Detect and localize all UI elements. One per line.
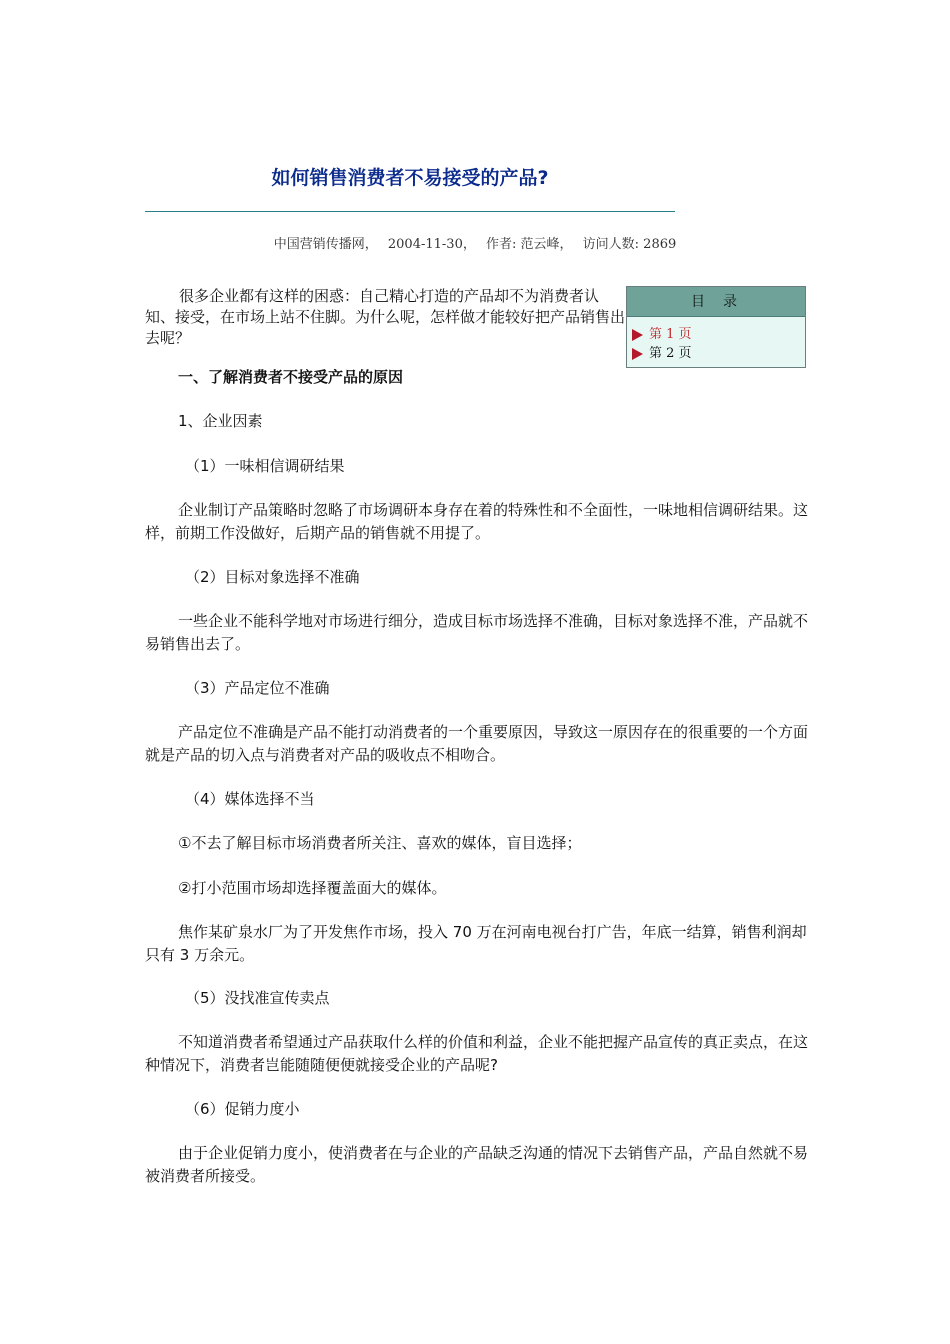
paragraph: ②打小范围市场却选择覆盖面大的媒体。 — [178, 879, 447, 897]
meta-visits: 访问人数: 2869 — [582, 237, 677, 252]
item-heading: （5）没找准宣传卖点 — [185, 989, 330, 1007]
item-heading: （2）目标对象选择不准确 — [185, 568, 360, 586]
meta-date: 2004-11-30， — [387, 237, 476, 252]
paragraph: 产品定位不准确是产品不能打动消费者的一个重要原因，导致这一原因存在的很重要的一个方面就是产品的切入点与消费者对产品的吸收点不相吻合。 — [145, 723, 809, 764]
meta-source: 中国营销传播网， — [273, 237, 378, 252]
toc-item-page-2[interactable] — [627, 344, 805, 363]
intro-paragraph: 很多企业都有这样的困惑：自己精心打造的产品却不为消费者认知、接受，在市场上站不住脚。为什么呢，怎样做才能较好把产品销售出去呢？ — [145, 287, 626, 347]
toc-item-label: 第 1 页 — [649, 327, 692, 342]
arrow-right-icon — [632, 329, 643, 341]
article-meta — [145, 233, 805, 252]
item-heading: （3）产品定位不准确 — [185, 679, 330, 697]
section-heading: 一、了解消费者不接受产品的原因 — [178, 368, 404, 386]
subsection-heading: 1、企业因素 — [178, 412, 263, 430]
table-of-contents — [626, 286, 806, 368]
item-heading: （4）媒体选择不当 — [185, 790, 315, 808]
item-heading: （6）促销力度小 — [185, 1100, 300, 1118]
paragraph: ①不去了解目标市场消费者所关注、喜欢的媒体，盲目选择； — [178, 834, 582, 852]
paragraph: 一些企业不能科学地对市场进行细分，造成目标市场选择不准确，目标对象选择不准，产品就不易销售出去了。 — [145, 612, 809, 653]
paragraph: 由于企业促销力度小，使消费者在与企业的产品缺乏沟通的情况下去销售产品，产品自然就不易被消费者所接受。 — [145, 1144, 809, 1185]
item-heading: （1）一味相信调研结果 — [185, 457, 345, 475]
toc-heading: 目录 — [627, 287, 805, 317]
title-divider — [145, 211, 675, 212]
toc-item-page-1[interactable] — [627, 325, 805, 344]
paragraph: 不知道消费者希望通过产品获取什么样的价值和利益，企业不能把握产品宣传的真正卖点，在这种情况下，消费者岂能随随便便就接受企业的产品呢? — [145, 1033, 809, 1074]
meta-author: 作者: 范云峰， — [486, 237, 573, 252]
paragraph: 企业制订产品策略时忽略了市场调研本身存在着的特殊性和不全面性，一味地相信调研结果。这样，前期工作没做好，后期产品的销售就不用提了。 — [145, 501, 809, 542]
article-title: 如何销售消费者不易接受的产品? — [271, 167, 549, 189]
paragraph: 焦作某矿泉水厂为了开发焦作市场，投入 70 万在河南电视台打广告，年底一结算，销售利润却只有 3 万余元。 — [145, 923, 807, 964]
arrow-right-icon — [632, 348, 643, 360]
toc-item-label: 第 2 页 — [649, 346, 692, 361]
